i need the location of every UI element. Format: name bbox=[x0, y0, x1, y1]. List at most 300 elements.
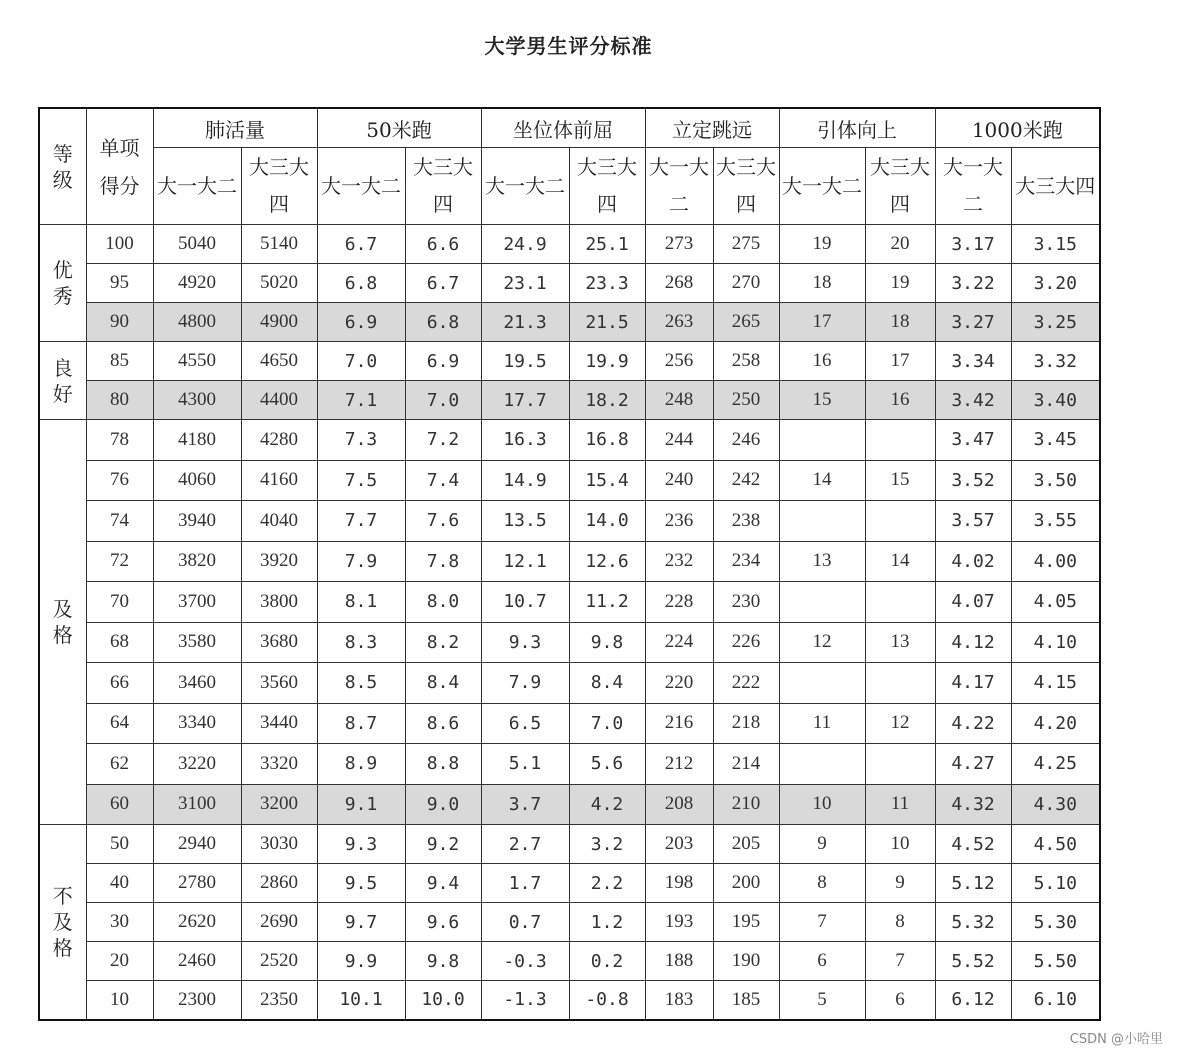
value-cell: 3200 bbox=[241, 784, 317, 825]
value-cell: 3700 bbox=[153, 582, 241, 623]
table-row bbox=[39, 342, 1100, 381]
table-row bbox=[39, 744, 1100, 785]
value-cell: 5.52 bbox=[935, 942, 1011, 981]
value-cell: 8.6 bbox=[405, 703, 481, 744]
table-row bbox=[39, 622, 1100, 663]
value-cell: 19 bbox=[865, 264, 935, 303]
table-row bbox=[39, 381, 1100, 420]
value-cell: 7.4 bbox=[405, 460, 481, 501]
value-cell: 2460 bbox=[153, 942, 241, 981]
value-cell: 10 bbox=[865, 825, 935, 864]
value-cell: 4300 bbox=[153, 381, 241, 420]
value-cell: 10 bbox=[779, 784, 865, 825]
value-cell: 8 bbox=[779, 864, 865, 903]
value-cell: 220 bbox=[645, 663, 713, 704]
value-cell: 8.8 bbox=[405, 744, 481, 785]
score-cell: 70 bbox=[86, 582, 153, 623]
value-cell: 3.55 bbox=[1011, 501, 1100, 542]
value-cell: 12.6 bbox=[569, 541, 645, 582]
value-cell: 244 bbox=[645, 420, 713, 461]
score-cell: 68 bbox=[86, 622, 153, 663]
value-cell: 7 bbox=[779, 903, 865, 942]
value-cell: 4650 bbox=[241, 342, 317, 381]
value-cell bbox=[779, 420, 865, 461]
value-cell: 240 bbox=[645, 460, 713, 501]
value-cell: 8 bbox=[865, 903, 935, 942]
value-cell: 9.9 bbox=[317, 942, 405, 981]
value-cell: 3.32 bbox=[1011, 342, 1100, 381]
value-cell: 7.9 bbox=[317, 541, 405, 582]
value-cell: 23.1 bbox=[481, 264, 569, 303]
value-cell: 4040 bbox=[241, 501, 317, 542]
value-cell: 3460 bbox=[153, 663, 241, 704]
value-cell: 193 bbox=[645, 903, 713, 942]
value-cell: 12 bbox=[779, 622, 865, 663]
value-cell: 3220 bbox=[153, 744, 241, 785]
value-cell: 3.40 bbox=[1011, 381, 1100, 420]
value-cell: 3.22 bbox=[935, 264, 1011, 303]
value-cell: 203 bbox=[645, 825, 713, 864]
value-cell: 258 bbox=[713, 342, 779, 381]
score-cell: 62 bbox=[86, 744, 153, 785]
value-cell bbox=[865, 744, 935, 785]
value-cell: 198 bbox=[645, 864, 713, 903]
value-cell: 9.2 bbox=[405, 825, 481, 864]
value-cell: 2.7 bbox=[481, 825, 569, 864]
value-cell: 7.2 bbox=[405, 420, 481, 461]
value-cell: 222 bbox=[713, 663, 779, 704]
value-cell: 275 bbox=[713, 225, 779, 264]
value-cell bbox=[865, 663, 935, 704]
value-cell: 4160 bbox=[241, 460, 317, 501]
value-cell: 6 bbox=[779, 942, 865, 981]
value-cell: 4.50 bbox=[1011, 825, 1100, 864]
table-row bbox=[39, 303, 1100, 342]
value-cell: 11 bbox=[779, 703, 865, 744]
scoring-table bbox=[38, 107, 1101, 1021]
table-row bbox=[39, 541, 1100, 582]
event-header: 1000米跑 bbox=[935, 108, 1100, 148]
value-cell: 15.4 bbox=[569, 460, 645, 501]
value-cell: 3560 bbox=[241, 663, 317, 704]
value-cell: 14 bbox=[865, 541, 935, 582]
table-row bbox=[39, 264, 1100, 303]
value-cell: 8.4 bbox=[405, 663, 481, 704]
event-header: 50米跑 bbox=[317, 108, 481, 148]
grade-label: 不 及 格 bbox=[39, 825, 86, 1020]
value-cell: 4280 bbox=[241, 420, 317, 461]
value-cell: 3580 bbox=[153, 622, 241, 663]
value-cell: 15 bbox=[779, 381, 865, 420]
value-cell: 9 bbox=[779, 825, 865, 864]
value-cell: 16 bbox=[865, 381, 935, 420]
value-cell: 6.8 bbox=[317, 264, 405, 303]
value-cell: 4.10 bbox=[1011, 622, 1100, 663]
score-cell: 10 bbox=[86, 981, 153, 1020]
value-cell: 17.7 bbox=[481, 381, 569, 420]
table-row bbox=[39, 225, 1100, 264]
value-cell: 4060 bbox=[153, 460, 241, 501]
value-cell: 4.07 bbox=[935, 582, 1011, 623]
value-cell: 190 bbox=[713, 942, 779, 981]
score-cell: 40 bbox=[86, 864, 153, 903]
value-cell: -0.3 bbox=[481, 942, 569, 981]
event-header: 肺活量 bbox=[153, 108, 317, 148]
value-cell: 7.0 bbox=[317, 342, 405, 381]
value-cell: 256 bbox=[645, 342, 713, 381]
value-cell: 5.32 bbox=[935, 903, 1011, 942]
year-subheader: 大三大四 bbox=[865, 148, 935, 225]
value-cell: 3940 bbox=[153, 501, 241, 542]
score-cell: 30 bbox=[86, 903, 153, 942]
value-cell: 9.3 bbox=[317, 825, 405, 864]
score-cell: 72 bbox=[86, 541, 153, 582]
value-cell: 224 bbox=[645, 622, 713, 663]
value-cell: 218 bbox=[713, 703, 779, 744]
score-cell: 78 bbox=[86, 420, 153, 461]
value-cell: 13 bbox=[865, 622, 935, 663]
value-cell: 3680 bbox=[241, 622, 317, 663]
year-subheader: 大三大四 bbox=[405, 148, 481, 225]
value-cell: 7.5 bbox=[317, 460, 405, 501]
year-subheader: 大三大四 bbox=[241, 148, 317, 225]
value-cell: 4.05 bbox=[1011, 582, 1100, 623]
value-cell: 20 bbox=[865, 225, 935, 264]
value-cell: 0.2 bbox=[569, 942, 645, 981]
score-cell: 76 bbox=[86, 460, 153, 501]
value-cell bbox=[865, 501, 935, 542]
value-cell: 7.3 bbox=[317, 420, 405, 461]
value-cell: 10.1 bbox=[317, 981, 405, 1020]
value-cell: 9.1 bbox=[317, 784, 405, 825]
table-row bbox=[39, 864, 1100, 903]
table-row bbox=[39, 663, 1100, 704]
value-cell: 3100 bbox=[153, 784, 241, 825]
value-cell: 4.02 bbox=[935, 541, 1011, 582]
value-cell: -1.3 bbox=[481, 981, 569, 1020]
value-cell: 5 bbox=[779, 981, 865, 1020]
value-cell: 5140 bbox=[241, 225, 317, 264]
value-cell: 8.4 bbox=[569, 663, 645, 704]
table-row bbox=[39, 903, 1100, 942]
value-cell: 3.42 bbox=[935, 381, 1011, 420]
value-cell: 2940 bbox=[153, 825, 241, 864]
value-cell: 19 bbox=[779, 225, 865, 264]
value-cell: 3.47 bbox=[935, 420, 1011, 461]
value-cell: 185 bbox=[713, 981, 779, 1020]
year-subheader: 大三大四 bbox=[713, 148, 779, 225]
value-cell: 3.15 bbox=[1011, 225, 1100, 264]
value-cell: 208 bbox=[645, 784, 713, 825]
score-cell: 80 bbox=[86, 381, 153, 420]
value-cell: 3.52 bbox=[935, 460, 1011, 501]
value-cell: 270 bbox=[713, 264, 779, 303]
value-cell: 226 bbox=[713, 622, 779, 663]
value-cell: 12 bbox=[865, 703, 935, 744]
value-cell: 11.2 bbox=[569, 582, 645, 623]
value-cell: 9.8 bbox=[405, 942, 481, 981]
value-cell: 2350 bbox=[241, 981, 317, 1020]
value-cell: 3.17 bbox=[935, 225, 1011, 264]
value-cell: 7.0 bbox=[569, 703, 645, 744]
table-row bbox=[39, 501, 1100, 542]
value-cell: 238 bbox=[713, 501, 779, 542]
value-cell: 183 bbox=[645, 981, 713, 1020]
value-cell: 7.0 bbox=[405, 381, 481, 420]
score-cell: 20 bbox=[86, 942, 153, 981]
value-cell: 9.5 bbox=[317, 864, 405, 903]
value-cell bbox=[779, 663, 865, 704]
value-cell: 4180 bbox=[153, 420, 241, 461]
value-cell: 2860 bbox=[241, 864, 317, 903]
value-cell: 3.45 bbox=[1011, 420, 1100, 461]
value-cell: 3.50 bbox=[1011, 460, 1100, 501]
value-cell: 250 bbox=[713, 381, 779, 420]
table-row bbox=[39, 420, 1100, 461]
value-cell: 4400 bbox=[241, 381, 317, 420]
value-cell: 19.5 bbox=[481, 342, 569, 381]
score-cell: 85 bbox=[86, 342, 153, 381]
value-cell: 4.25 bbox=[1011, 744, 1100, 785]
value-cell: 268 bbox=[645, 264, 713, 303]
value-cell: 9.7 bbox=[317, 903, 405, 942]
value-cell: 4.32 bbox=[935, 784, 1011, 825]
value-cell: 4.30 bbox=[1011, 784, 1100, 825]
value-cell: 5.6 bbox=[569, 744, 645, 785]
value-cell: 23.3 bbox=[569, 264, 645, 303]
year-subheader: 大三大四 bbox=[569, 148, 645, 225]
value-cell: 10.7 bbox=[481, 582, 569, 623]
value-cell: 16.8 bbox=[569, 420, 645, 461]
year-subheader: 大一大二 bbox=[645, 148, 713, 225]
value-cell: 21.3 bbox=[481, 303, 569, 342]
value-cell: 21.5 bbox=[569, 303, 645, 342]
event-header: 引体向上 bbox=[779, 108, 935, 148]
value-cell: 5.1 bbox=[481, 744, 569, 785]
value-cell: 6.7 bbox=[405, 264, 481, 303]
value-cell: 3800 bbox=[241, 582, 317, 623]
grade-header: 等 级 bbox=[39, 108, 86, 225]
value-cell: 13.5 bbox=[481, 501, 569, 542]
value-cell: 4920 bbox=[153, 264, 241, 303]
value-cell: 7.1 bbox=[317, 381, 405, 420]
value-cell: 19.9 bbox=[569, 342, 645, 381]
table-row bbox=[39, 582, 1100, 623]
value-cell: 7 bbox=[865, 942, 935, 981]
value-cell: 205 bbox=[713, 825, 779, 864]
value-cell: 5.30 bbox=[1011, 903, 1100, 942]
value-cell: 0.7 bbox=[481, 903, 569, 942]
value-cell: 18.2 bbox=[569, 381, 645, 420]
value-cell: 3320 bbox=[241, 744, 317, 785]
value-cell: 4900 bbox=[241, 303, 317, 342]
value-cell: 2780 bbox=[153, 864, 241, 903]
year-subheader: 大一大二 bbox=[935, 148, 1011, 225]
value-cell: 232 bbox=[645, 541, 713, 582]
value-cell: 3.27 bbox=[935, 303, 1011, 342]
score-cell: 64 bbox=[86, 703, 153, 744]
year-subheader: 大三大四 bbox=[1011, 148, 1100, 225]
value-cell: 9.8 bbox=[569, 622, 645, 663]
value-cell: 2300 bbox=[153, 981, 241, 1020]
table-row bbox=[39, 784, 1100, 825]
value-cell: 4.00 bbox=[1011, 541, 1100, 582]
value-cell: 210 bbox=[713, 784, 779, 825]
value-cell: 265 bbox=[713, 303, 779, 342]
value-cell: 14 bbox=[779, 460, 865, 501]
value-cell: 2.2 bbox=[569, 864, 645, 903]
value-cell: 3.25 bbox=[1011, 303, 1100, 342]
value-cell: 6 bbox=[865, 981, 935, 1020]
value-cell: 1.7 bbox=[481, 864, 569, 903]
value-cell: 3.20 bbox=[1011, 264, 1100, 303]
value-cell: 246 bbox=[713, 420, 779, 461]
value-cell: 9.6 bbox=[405, 903, 481, 942]
value-cell: 24.9 bbox=[481, 225, 569, 264]
value-cell: 8.7 bbox=[317, 703, 405, 744]
score-cell: 66 bbox=[86, 663, 153, 704]
value-cell: 14.9 bbox=[481, 460, 569, 501]
value-cell: 7.7 bbox=[317, 501, 405, 542]
value-cell: 195 bbox=[713, 903, 779, 942]
value-cell: 2520 bbox=[241, 942, 317, 981]
value-cell: 3.2 bbox=[569, 825, 645, 864]
score-cell: 90 bbox=[86, 303, 153, 342]
value-cell: 9.3 bbox=[481, 622, 569, 663]
value-cell: 5040 bbox=[153, 225, 241, 264]
value-cell: 2620 bbox=[153, 903, 241, 942]
event-header: 立定跳远 bbox=[645, 108, 779, 148]
value-cell: 16.3 bbox=[481, 420, 569, 461]
table-row bbox=[39, 703, 1100, 744]
grade-label: 优 秀 bbox=[39, 225, 86, 342]
value-cell: 6.9 bbox=[317, 303, 405, 342]
value-cell: 18 bbox=[779, 264, 865, 303]
value-cell: 230 bbox=[713, 582, 779, 623]
page-title: 大学男生评分标准 bbox=[484, 34, 653, 58]
value-cell: 14.0 bbox=[569, 501, 645, 542]
value-cell: 17 bbox=[779, 303, 865, 342]
year-subheader: 大一大二 bbox=[481, 148, 569, 225]
value-cell: 3820 bbox=[153, 541, 241, 582]
value-cell: 263 bbox=[645, 303, 713, 342]
year-subheader: 大一大二 bbox=[779, 148, 865, 225]
value-cell bbox=[779, 501, 865, 542]
value-cell: 8.5 bbox=[317, 663, 405, 704]
value-cell: 5.50 bbox=[1011, 942, 1100, 981]
value-cell bbox=[779, 582, 865, 623]
value-cell: 16 bbox=[779, 342, 865, 381]
value-cell: 3.7 bbox=[481, 784, 569, 825]
value-cell: 8.2 bbox=[405, 622, 481, 663]
value-cell: 5.10 bbox=[1011, 864, 1100, 903]
watermark: CSDN @小哈里 bbox=[1069, 1032, 1163, 1047]
value-cell: 3920 bbox=[241, 541, 317, 582]
value-cell: 4.15 bbox=[1011, 663, 1100, 704]
value-cell: 3.34 bbox=[935, 342, 1011, 381]
score-header: 单项 得分 bbox=[86, 108, 153, 225]
year-subheader: 大一大二 bbox=[317, 148, 405, 225]
value-cell: 236 bbox=[645, 501, 713, 542]
value-cell: 6.7 bbox=[317, 225, 405, 264]
value-cell: 188 bbox=[645, 942, 713, 981]
value-cell: 4.52 bbox=[935, 825, 1011, 864]
value-cell: 6.12 bbox=[935, 981, 1011, 1020]
value-cell: 4.2 bbox=[569, 784, 645, 825]
value-cell: 18 bbox=[865, 303, 935, 342]
table-row bbox=[39, 942, 1100, 981]
value-cell: 5020 bbox=[241, 264, 317, 303]
value-cell: 4.22 bbox=[935, 703, 1011, 744]
value-cell: 1.2 bbox=[569, 903, 645, 942]
value-cell: 234 bbox=[713, 541, 779, 582]
value-cell: 6.9 bbox=[405, 342, 481, 381]
value-cell: 10.0 bbox=[405, 981, 481, 1020]
value-cell: 2690 bbox=[241, 903, 317, 942]
value-cell: 8.1 bbox=[317, 582, 405, 623]
value-cell: 8.9 bbox=[317, 744, 405, 785]
event-header: 坐位体前屈 bbox=[481, 108, 645, 148]
value-cell: 8.0 bbox=[405, 582, 481, 623]
value-cell: 214 bbox=[713, 744, 779, 785]
value-cell: 6.5 bbox=[481, 703, 569, 744]
value-cell: 216 bbox=[645, 703, 713, 744]
value-cell: 11 bbox=[865, 784, 935, 825]
value-cell: 15 bbox=[865, 460, 935, 501]
score-cell: 50 bbox=[86, 825, 153, 864]
value-cell: 13 bbox=[779, 541, 865, 582]
value-cell: 248 bbox=[645, 381, 713, 420]
value-cell: 7.6 bbox=[405, 501, 481, 542]
value-cell: 17 bbox=[865, 342, 935, 381]
value-cell: 242 bbox=[713, 460, 779, 501]
value-cell: 12.1 bbox=[481, 541, 569, 582]
score-cell: 74 bbox=[86, 501, 153, 542]
value-cell: 200 bbox=[713, 864, 779, 903]
value-cell: 3030 bbox=[241, 825, 317, 864]
value-cell: 4.27 bbox=[935, 744, 1011, 785]
value-cell: 7.9 bbox=[481, 663, 569, 704]
value-cell: 4.20 bbox=[1011, 703, 1100, 744]
value-cell: 25.1 bbox=[569, 225, 645, 264]
value-cell bbox=[865, 420, 935, 461]
value-cell: 3340 bbox=[153, 703, 241, 744]
value-cell bbox=[865, 582, 935, 623]
value-cell: 4.17 bbox=[935, 663, 1011, 704]
value-cell: 6.10 bbox=[1011, 981, 1100, 1020]
value-cell: 8.3 bbox=[317, 622, 405, 663]
value-cell: 7.8 bbox=[405, 541, 481, 582]
value-cell: 6.6 bbox=[405, 225, 481, 264]
value-cell: 9 bbox=[865, 864, 935, 903]
value-cell: -0.8 bbox=[569, 981, 645, 1020]
value-cell: 228 bbox=[645, 582, 713, 623]
score-cell: 60 bbox=[86, 784, 153, 825]
value-cell bbox=[779, 744, 865, 785]
value-cell: 4550 bbox=[153, 342, 241, 381]
table-row bbox=[39, 460, 1100, 501]
value-cell: 6.8 bbox=[405, 303, 481, 342]
year-subheader: 大一大二 bbox=[153, 148, 241, 225]
score-cell: 100 bbox=[86, 225, 153, 264]
value-cell: 9.0 bbox=[405, 784, 481, 825]
value-cell: 5.12 bbox=[935, 864, 1011, 903]
value-cell: 4.12 bbox=[935, 622, 1011, 663]
table-row bbox=[39, 981, 1100, 1020]
grade-label: 及 格 bbox=[39, 420, 86, 825]
value-cell: 3440 bbox=[241, 703, 317, 744]
grade-label: 良 好 bbox=[39, 342, 86, 420]
